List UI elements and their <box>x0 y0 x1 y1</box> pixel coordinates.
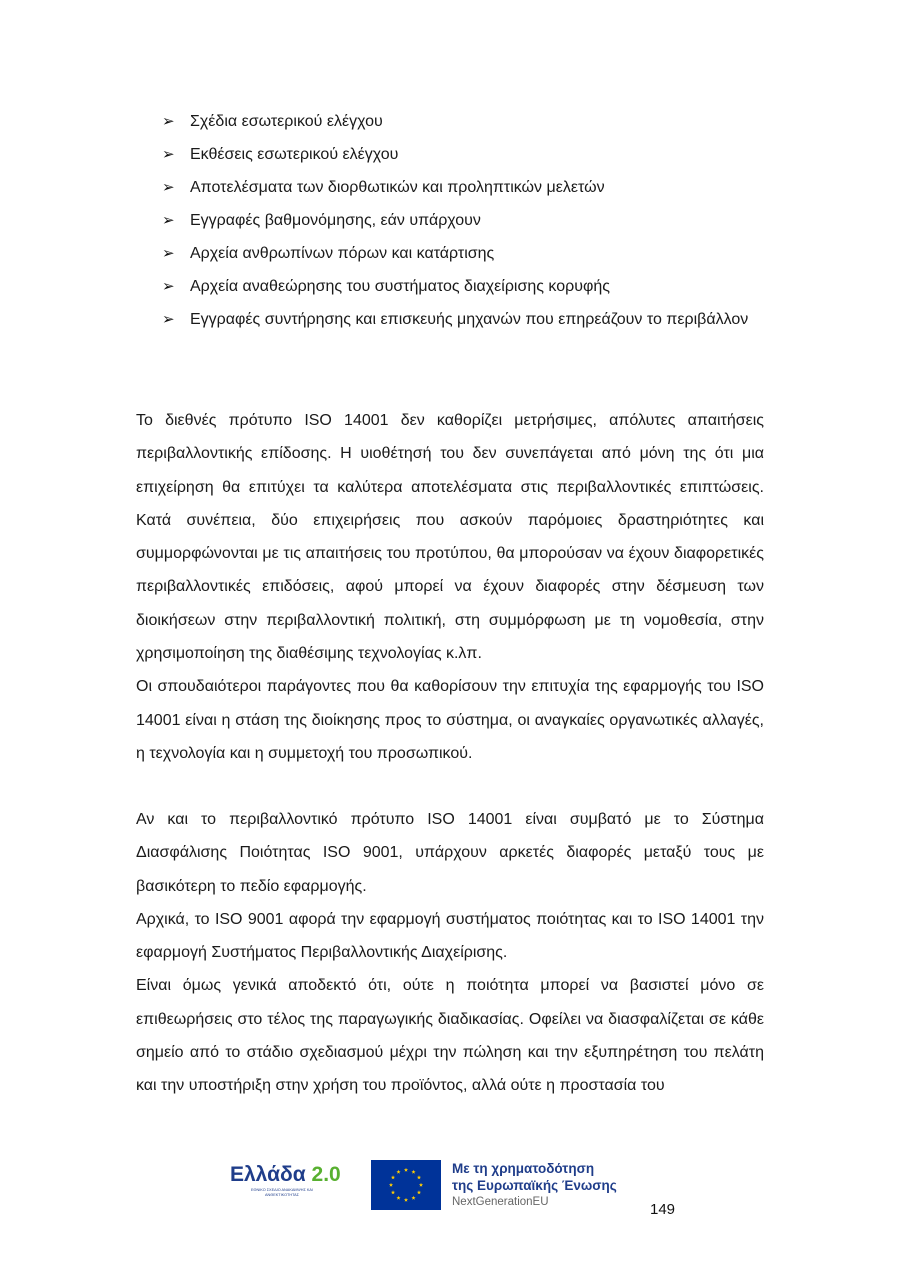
next-generation-eu-label: NextGenerationEU <box>452 1196 549 1208</box>
page-number: 149 <box>650 1201 676 1218</box>
arrow-bullet-icon: ➢ <box>162 245 175 262</box>
list-item <box>162 204 764 237</box>
text-block-iso14001-performance <box>136 404 764 770</box>
text-block-iso-comparison <box>136 803 764 1103</box>
list-item <box>162 171 764 204</box>
greece-logo-subtitle: ΕΘΝΙΚΟ ΣΧΕΔΙΟ ΑΝΑΚΑΜΨΗΣ ΚΑΙ ΑΝΘΕΚΤΙΚΟΤΗΤΑΣ <box>251 1188 313 1197</box>
list-item <box>162 138 764 171</box>
list-item-text: Αποτελέσματα των διορθωτικών και προληπτικών μελετών <box>190 179 605 196</box>
eu-funding-line2: της Ευρωπαϊκής Ένωσης <box>452 1178 617 1193</box>
list-item <box>162 270 764 303</box>
list-item-text: Εγγραφές συντήρησης και επισκευής μηχανών που επηρεάζουν το περιβάλλον <box>190 311 749 328</box>
paragraph: Είναι όμως γενικά αποδεκτό ότι, ούτε η ποιότητα μπορεί να βασιστεί μόνο σε επιθεωρήσεις στο τέλος της παραγωγικής διαδικασίας. Οφείλει να διασφαλίζεται σε κάθε σημείο από το στάδιο σχεδιασμού μέχρι την πώληση και την εξυπηρέτηση του πελάτη και την υποστήριξη στην χρήση του προϊόντος, αλλά ούτε η προστασία του <box>136 977 764 1095</box>
paragraph: Το διεθνές πρότυπο ISO 14001 δεν καθορίζει μετρήσιμες, απόλυτες απαιτήσεις περιβαλλοντικής επίδοσης. Η υιοθέτησή του δεν συνεπάγεται από μόνη της ότι μια επιχείρηση θα επιτύχει τα καλύτερα αποτελέσματα στις περιβαλλοντικές επιπτώσεις. Κατά συνέπεια, δύο επιχειρήσεις που ασκούν παρόμοιες δραστηριότητες και συμμορφώνονται με τις απαιτήσεις του προτύπου, θα μπορούσαν να έχουν διαφορετικές περιβαλλοντικές επιδόσεις, αφού μπορεί να έχουν διαφορές στην δέσμευση των διοικήσεων στην περιβαλλοντική πολιτική, στη συμμόρφωση με τη νομοθεσία, στην χρησιμοποίηση της διαθέσιμης τεχνολογίας κ.λπ. <box>136 412 764 663</box>
greece-logo-main: Ελλάδα <box>230 1163 306 1186</box>
greece-logo-version: 2.0 <box>311 1163 341 1186</box>
arrow-bullet-icon: ➢ <box>162 311 175 328</box>
eu-funding-line1: Με τη χρηματοδότηση <box>452 1161 595 1176</box>
list-item <box>162 303 764 336</box>
list-item-text: Σχέδια εσωτερικού ελέγχου <box>190 113 383 130</box>
arrow-bullet-icon: ➢ <box>162 113 175 130</box>
paragraph: Οι σπουδαιότεροι παράγοντες που θα καθορίσουν την επιτυχία της εφαρμογής του ISO 14001 είναι η στάση της διοίκησης προς το σύστημα, οι αναγκαίες οργανωτικές αλλαγές, η τεχνολογία και η συμμετοχή του προσωπικού. <box>136 678 764 762</box>
bullet-list <box>162 105 764 336</box>
list-item-text: Αρχεία ανθρωπίνων πόρων και κατάρτισης <box>190 245 495 262</box>
funding-footer <box>0 1158 900 1228</box>
arrow-bullet-icon: ➢ <box>162 179 175 196</box>
list-item-text: Εγγραφές βαθμονόμησης, εάν υπάρχουν <box>190 212 481 229</box>
list-item <box>162 105 764 138</box>
arrow-bullet-icon: ➢ <box>162 146 175 163</box>
paragraph: Αρχικά, το ISO 9001 αφορά την εφαρμογή συστήματος ποιότητας και το ISO 14001 την εφαρμογή Συστήματος Περιβαλλοντικής Διαχείρισης. <box>136 910 764 962</box>
list-item-text: Εκθέσεις εσωτερικού ελέγχου <box>190 146 399 163</box>
paragraph: Αν και το περιβαλλοντικό πρότυπο ISO 14001 είναι συμβατό με το Σύστημα Διασφάλισης Ποιότητας ISO 9001, υπάρχουν αρκετές διαφορές μεταξύ τους με βασικότερη το πεδίο εφαρμογής. <box>136 811 764 895</box>
list-item-text: Αρχεία αναθεώρησης του συστήματος διαχείρισης κορυφής <box>190 278 610 295</box>
greece-2-0-logo <box>230 1162 350 1212</box>
eu-flag-icon <box>371 1160 441 1210</box>
eu-funding-text <box>452 1160 652 1210</box>
arrow-bullet-icon: ➢ <box>162 278 175 295</box>
list-item <box>162 237 764 270</box>
arrow-bullet-icon: ➢ <box>162 212 175 229</box>
